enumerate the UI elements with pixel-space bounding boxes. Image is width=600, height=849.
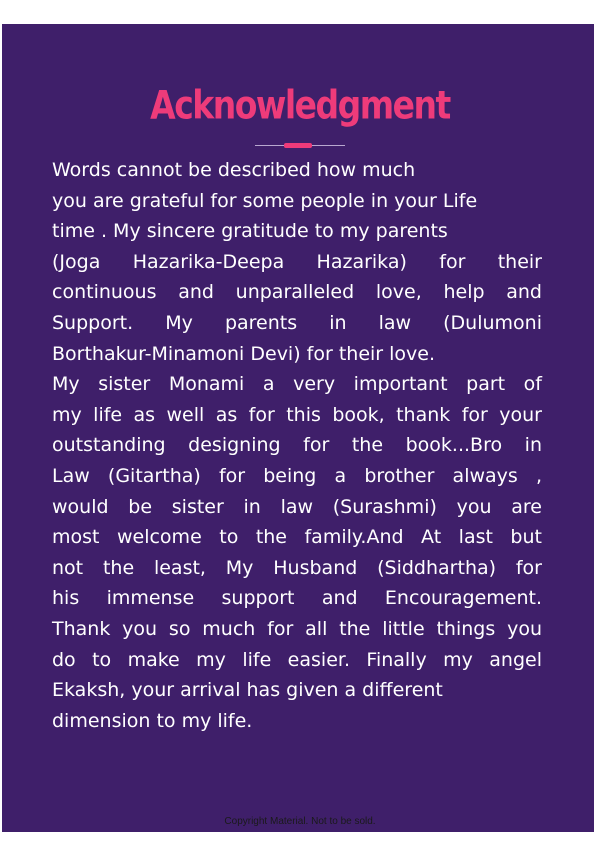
body-line: his immense support and Encouragement.: [52, 587, 542, 610]
copyright-notice: Copyright Material. Not to be sold.: [224, 816, 376, 827]
body-line: not the least, My Husband (Siddhartha) for: [52, 556, 542, 579]
body-line: Support. My parents in law (Dulumoni: [52, 311, 542, 334]
body-line: outstanding designing for the book...Bro in: [52, 434, 542, 457]
body-line: Law (Gitartha) for being a brother always ,: [52, 464, 542, 487]
body-line: Words cannot be described how much: [52, 159, 416, 181]
body-line: Borthakur-Minamoni Devi) for their love.: [52, 342, 436, 365]
acknowledgment-body: [52, 155, 542, 736]
body-line: Thank you so much for all the little things you: [52, 617, 542, 640]
page-title: Acknowledgment: [150, 82, 450, 129]
body-line: time . My sincere gratitude to my parents: [52, 220, 448, 243]
title-divider-accent: [284, 143, 312, 148]
body-line: continuous and unparalleled love, help and: [52, 281, 542, 304]
body-line: Ekaksh, your arrival has given a different: [52, 679, 443, 702]
body-line: most welcome to the family.And At last but: [52, 526, 542, 549]
body-line: would be sister in law (Surashmi) you are: [52, 495, 542, 518]
body-line: My sister Monami a very important part of: [52, 373, 542, 396]
body-line: (Joga Hazarika-Deepa Hazarika) for their: [52, 250, 542, 273]
body-line: dimension to my life.: [52, 709, 253, 732]
body-line: you are grateful for some people in your Life: [52, 189, 478, 212]
body-line: my life as well as for this book, thank for your: [52, 403, 542, 426]
body-line: do to make my life easier. Finally my angel: [52, 648, 542, 671]
